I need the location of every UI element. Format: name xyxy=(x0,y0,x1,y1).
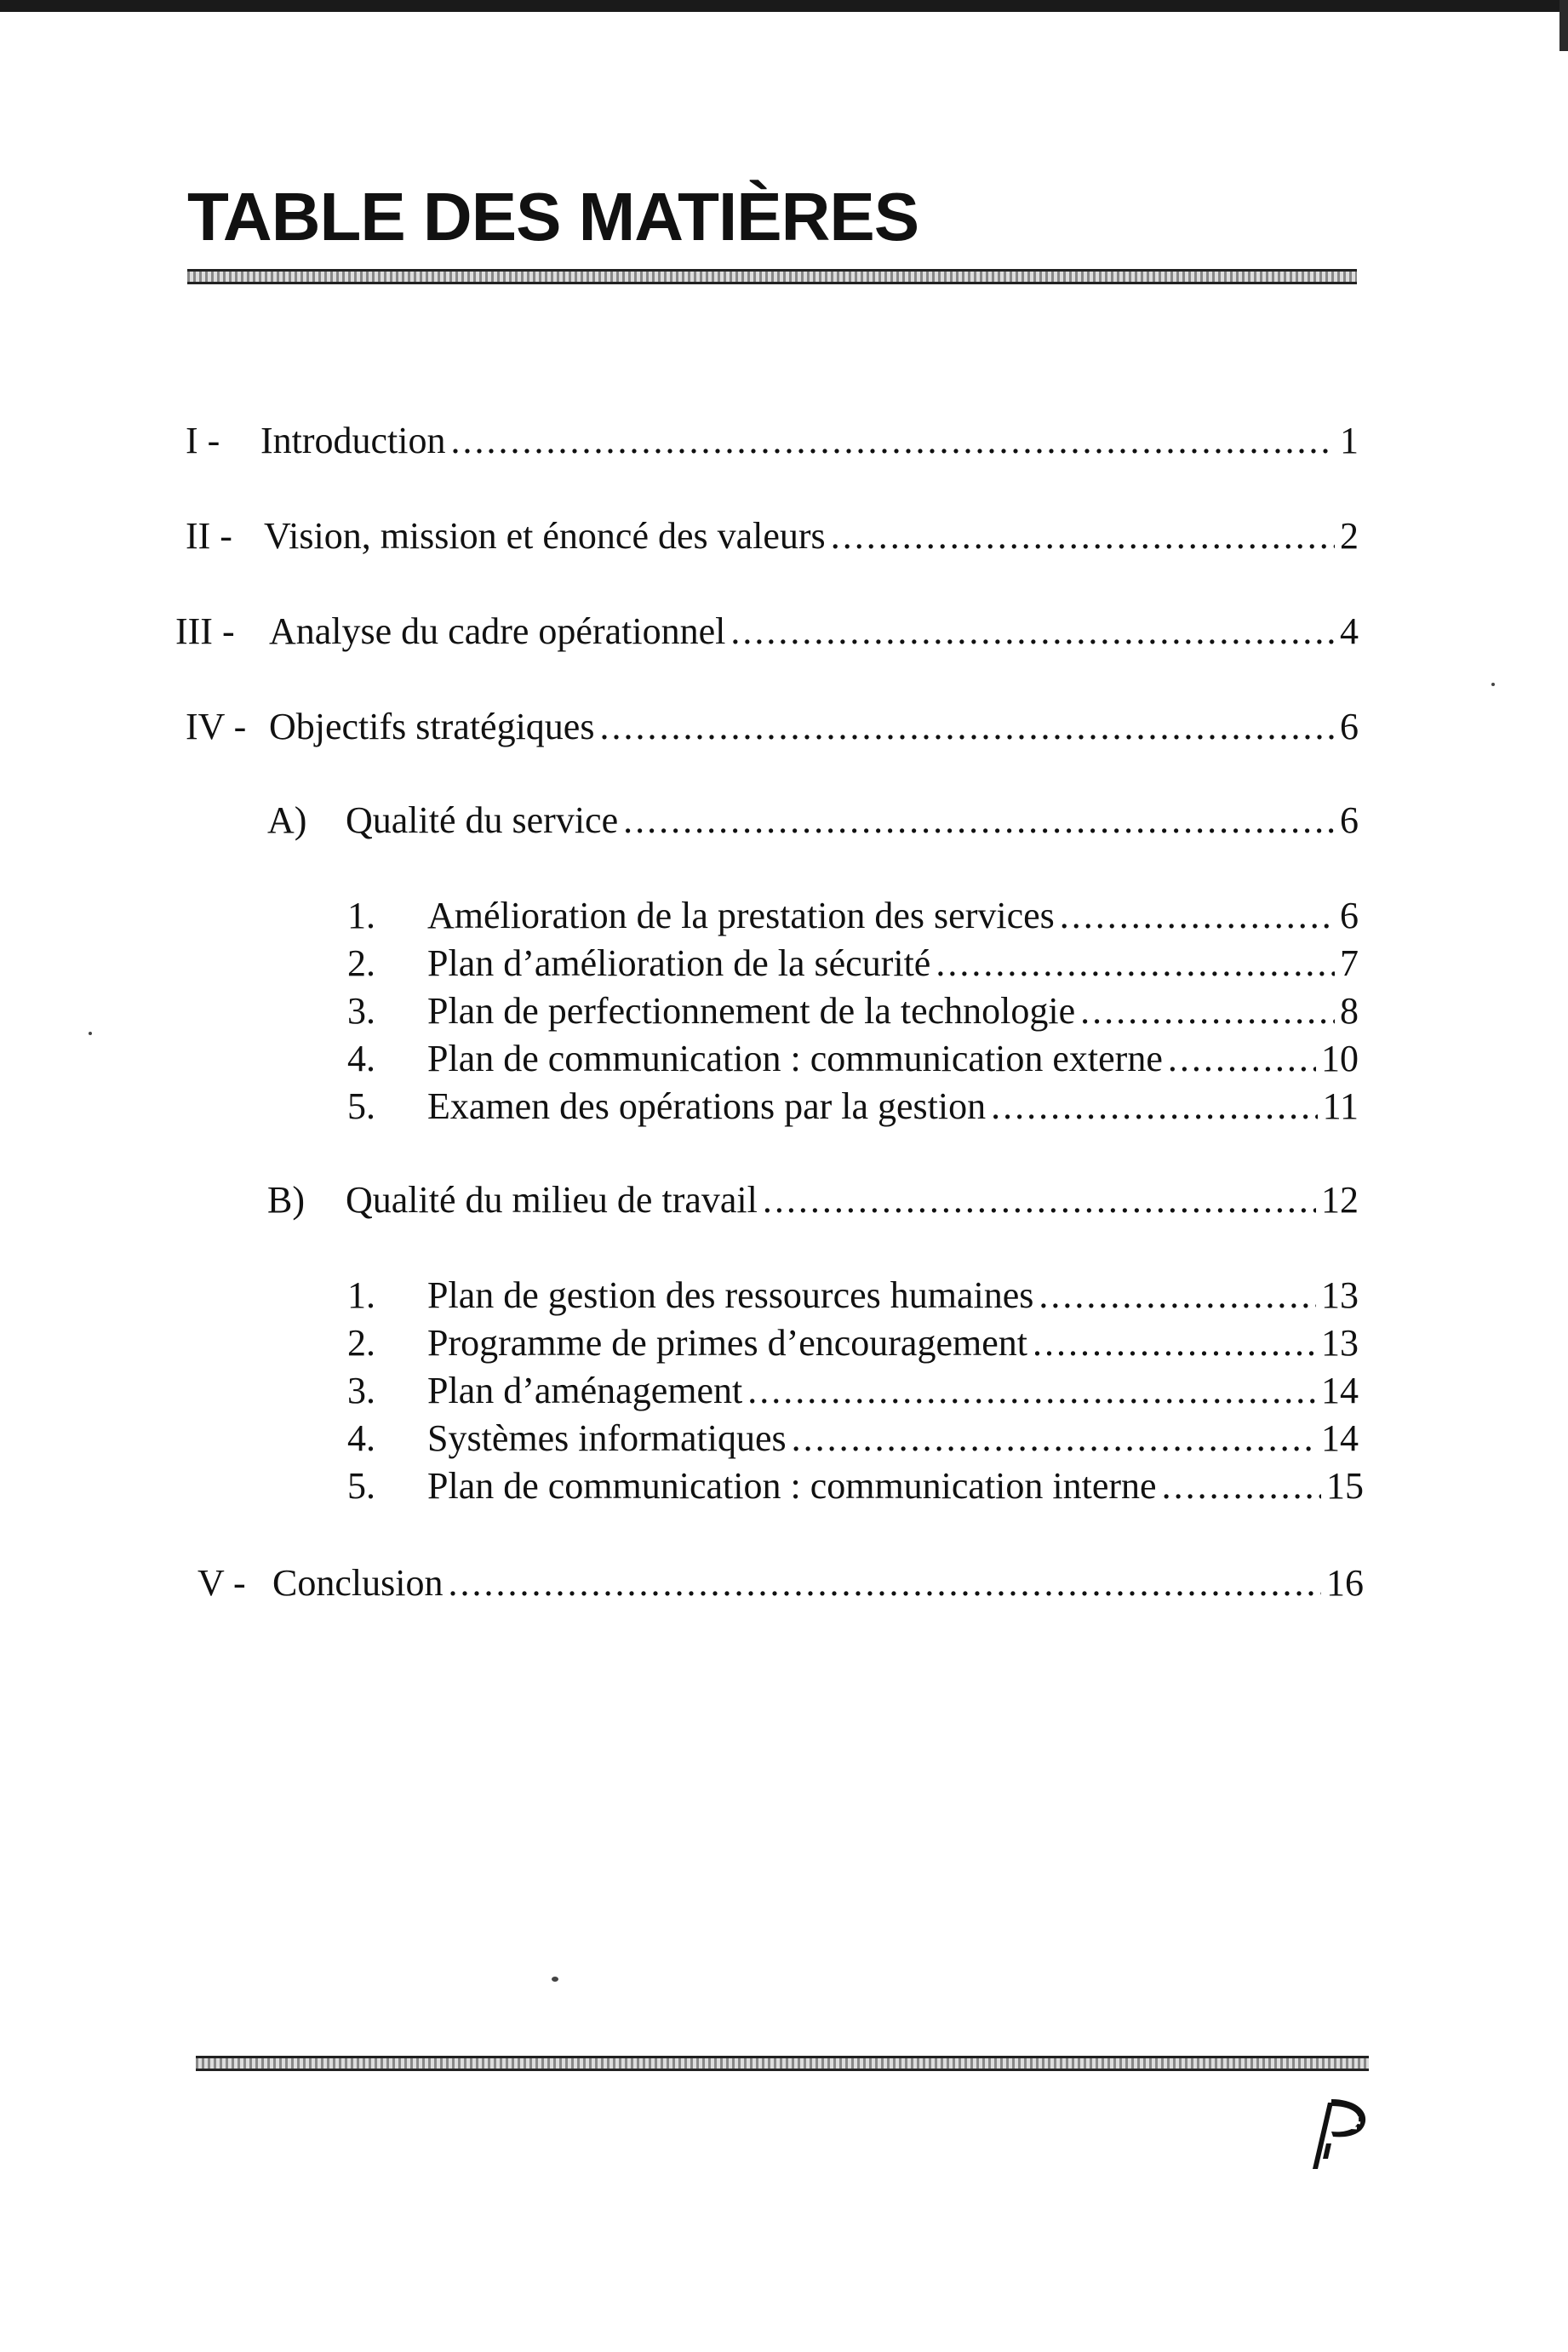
toc-entry-number: 1. xyxy=(347,1274,375,1316)
toc-entry xyxy=(186,512,1359,560)
toc-entry-page: 10 xyxy=(1321,1038,1359,1079)
toc-entry xyxy=(197,1559,1364,1607)
toc-entry xyxy=(267,797,1359,844)
toc-entry-text: Introduction xyxy=(260,420,446,461)
toc-entry-number: 4. xyxy=(347,1417,375,1459)
dot-leader xyxy=(792,1415,1316,1462)
dot-leader xyxy=(448,1559,1321,1607)
publisher-logo-icon xyxy=(1294,2084,1371,2177)
toc-entry xyxy=(347,892,1359,940)
toc-entry-page: 7 xyxy=(1340,942,1359,984)
dot-leader xyxy=(831,512,1335,560)
page-title: TABLE DES MATIÈRES xyxy=(187,179,919,255)
toc-entry xyxy=(186,703,1359,751)
toc-entry-text: Plan de communication : communication interne xyxy=(427,1465,1157,1507)
toc-entry-page: 1 xyxy=(1340,420,1359,461)
toc-entry-text: Examen des opérations par la gestion xyxy=(427,1085,987,1127)
dot-leader xyxy=(1168,1035,1316,1083)
toc-entry-text: Plan d’amélioration de la sécurité xyxy=(427,942,931,984)
toc-entry xyxy=(267,1176,1359,1224)
toc-entry-text: Qualité du service xyxy=(346,799,619,841)
toc-entry-page: 11 xyxy=(1322,1085,1359,1127)
toc-entry-text: Programme de primes d’encouragement xyxy=(427,1322,1027,1364)
toc-entry-page: 16 xyxy=(1326,1562,1364,1604)
scan-speck xyxy=(552,1977,558,1982)
toc-entry-number: I - xyxy=(186,420,220,461)
dot-leader xyxy=(747,1367,1316,1415)
toc-entry xyxy=(347,1415,1359,1462)
toc-entry-page: 2 xyxy=(1340,515,1359,557)
toc-entry-number: 3. xyxy=(347,990,375,1032)
dot-leader xyxy=(730,608,1335,655)
footer-rule xyxy=(196,2056,1369,2071)
toc-entry xyxy=(347,940,1359,987)
dot-leader xyxy=(599,703,1335,751)
toc-entry-number: III - xyxy=(175,610,235,652)
dot-leader xyxy=(1060,892,1335,940)
dot-leader xyxy=(936,940,1335,987)
toc-entry-page: 4 xyxy=(1340,610,1359,652)
dot-leader xyxy=(1039,1272,1316,1319)
scan-speck xyxy=(89,1032,92,1035)
toc-entry-page: 6 xyxy=(1340,895,1359,936)
toc-entry-number: 3. xyxy=(347,1370,375,1411)
dot-leader xyxy=(623,797,1335,844)
toc-entry xyxy=(186,417,1359,465)
toc-entry xyxy=(347,1319,1359,1367)
toc-entry-text: Plan de communication : communication externe xyxy=(427,1038,1163,1079)
toc-entry-page: 6 xyxy=(1340,799,1359,841)
toc-entry-page: 13 xyxy=(1321,1274,1359,1316)
toc-entry-text: Vision, mission et énoncé des valeurs xyxy=(264,515,826,557)
toc-entry-page: 14 xyxy=(1321,1417,1359,1459)
toc-entry xyxy=(347,987,1359,1035)
toc-entry-number: 2. xyxy=(347,942,375,984)
toc-entry-number: 2. xyxy=(347,1322,375,1364)
dot-leader xyxy=(1080,987,1335,1035)
toc-entry-number: 4. xyxy=(347,1038,375,1079)
toc-entry-page: 12 xyxy=(1321,1179,1359,1221)
scan-speck xyxy=(1491,683,1495,686)
toc-entry-page: 15 xyxy=(1326,1465,1364,1507)
toc-entry-text: Qualité du milieu de travail xyxy=(346,1179,758,1221)
toc-entry-page: 13 xyxy=(1321,1322,1359,1364)
toc-entry xyxy=(347,1462,1364,1510)
toc-entry-text: Conclusion xyxy=(272,1562,444,1604)
toc-entry-number: A) xyxy=(267,799,307,841)
toc-entry-number: 5. xyxy=(347,1085,375,1127)
toc-entry xyxy=(175,608,1359,655)
toc-entry-number: V - xyxy=(197,1562,246,1604)
toc-entry-text: Objectifs stratégiques xyxy=(269,706,595,747)
toc-entry xyxy=(347,1035,1359,1083)
toc-entry-number: B) xyxy=(267,1179,305,1221)
toc-entry-text: Systèmes informatiques xyxy=(427,1417,787,1459)
toc-entry-text: Plan de perfectionnement de la technologie xyxy=(427,990,1076,1032)
toc-entry xyxy=(347,1367,1359,1415)
toc-entry-number: 1. xyxy=(347,895,375,936)
toc-entry-text: Plan d’aménagement xyxy=(427,1370,743,1411)
dot-leader xyxy=(763,1176,1316,1224)
dot-leader xyxy=(991,1083,1317,1130)
dot-leader xyxy=(451,417,1335,465)
toc-entry-number: 5. xyxy=(347,1465,375,1507)
toc-entry-page: 14 xyxy=(1321,1370,1359,1411)
toc-entry-page: 8 xyxy=(1340,990,1359,1032)
toc-entry-text: Amélioration de la prestation des services xyxy=(427,895,1055,936)
toc-entry-number: II - xyxy=(186,515,232,557)
toc-entry-text: Plan de gestion des ressources humaines xyxy=(427,1274,1034,1316)
toc-entry-page: 6 xyxy=(1340,706,1359,747)
toc-entry xyxy=(347,1272,1359,1319)
toc-entry xyxy=(347,1083,1359,1130)
toc-entry-text: Analyse du cadre opérationnel xyxy=(269,610,726,652)
dot-leader xyxy=(1162,1462,1321,1510)
dot-leader xyxy=(1033,1319,1316,1367)
toc-entry-number: IV - xyxy=(186,706,247,747)
